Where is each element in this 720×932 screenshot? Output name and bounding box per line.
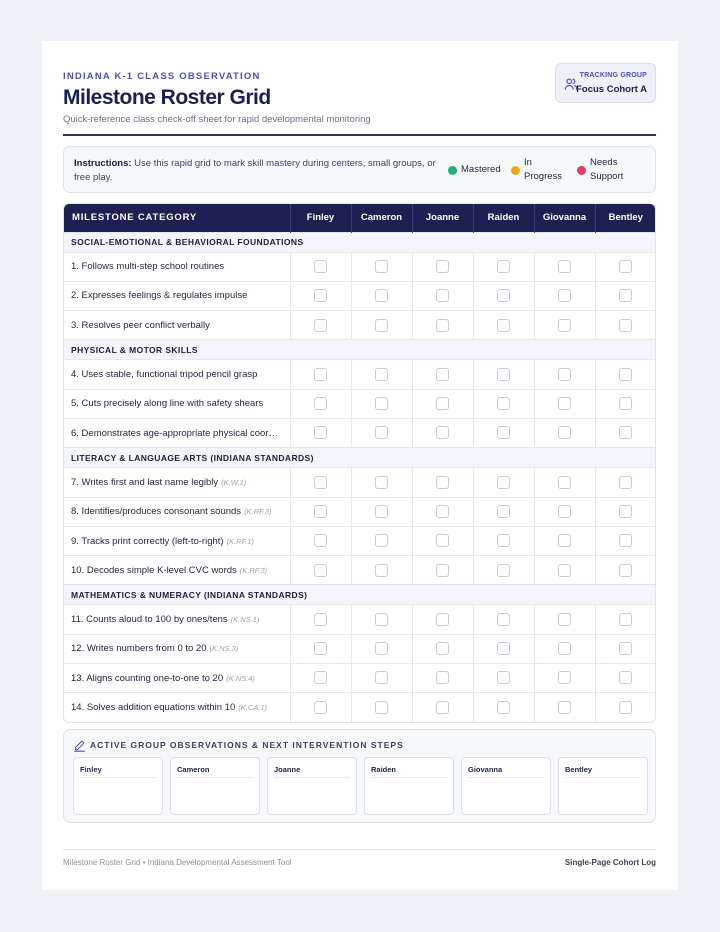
checkbox-cell bbox=[534, 605, 595, 634]
checkbox-cell bbox=[290, 418, 351, 447]
checkbox-cell bbox=[534, 526, 595, 555]
checkbox-cell bbox=[290, 252, 351, 281]
checkbox-cell bbox=[351, 556, 412, 585]
mastery-checkbox[interactable] bbox=[375, 476, 388, 489]
checkbox-cell bbox=[595, 664, 656, 693]
mastery-checkbox[interactable] bbox=[497, 319, 510, 332]
section-title: LITERACY & LANGUAGE ARTS (INDIANA STANDARDS) bbox=[64, 448, 656, 468]
mastery-checkbox[interactable] bbox=[436, 260, 449, 273]
mastery-checkbox[interactable] bbox=[375, 564, 388, 577]
mastery-checkbox[interactable] bbox=[558, 701, 571, 714]
checkbox-cell bbox=[351, 281, 412, 310]
checkbox-cell bbox=[473, 526, 534, 555]
checkbox-cell bbox=[595, 311, 656, 340]
observation-divider bbox=[274, 777, 350, 778]
checkbox-cell bbox=[595, 634, 656, 663]
observation-divider bbox=[80, 777, 156, 778]
mastery-checkbox[interactable] bbox=[314, 701, 327, 714]
instructions-body: Use this rapid grid to mark skill mastery during centers, small groups, or free play. bbox=[74, 158, 436, 183]
observation-box-bentley[interactable] bbox=[558, 757, 648, 815]
checkbox-cell bbox=[473, 693, 534, 722]
grid-header-row bbox=[64, 204, 656, 232]
checkbox-cell bbox=[351, 526, 412, 555]
legend-in-progress bbox=[511, 156, 571, 184]
mastery-checkbox[interactable] bbox=[558, 260, 571, 273]
section-title: MATHEMATICS & NUMERACY (INDIANA STANDARDS) bbox=[64, 585, 656, 605]
milestone-row bbox=[64, 526, 656, 555]
checkbox-cell bbox=[595, 497, 656, 526]
milestone-label-cell bbox=[64, 526, 290, 555]
checkbox-cell bbox=[473, 252, 534, 281]
legend-needs-support bbox=[577, 156, 643, 184]
mastery-checkbox[interactable] bbox=[558, 289, 571, 302]
milestone-row bbox=[64, 281, 656, 310]
mastery-checkbox[interactable] bbox=[558, 397, 571, 410]
observation-divider bbox=[468, 777, 544, 778]
checkbox-cell bbox=[412, 526, 473, 555]
mastery-checkbox[interactable] bbox=[314, 534, 327, 547]
milestone-label: 7. Writes first and last name legibly bbox=[71, 476, 219, 488]
checkbox-cell bbox=[473, 281, 534, 310]
mastery-checkbox[interactable] bbox=[436, 564, 449, 577]
instructions-text bbox=[74, 157, 439, 185]
checkbox-cell bbox=[534, 281, 595, 310]
column-header-student: Bentley bbox=[595, 204, 656, 232]
mastery-checkbox[interactable] bbox=[436, 534, 449, 547]
mastery-checkbox[interactable] bbox=[436, 289, 449, 302]
checkbox-cell bbox=[412, 634, 473, 663]
mastery-checkbox[interactable] bbox=[497, 534, 510, 547]
mastery-checkbox[interactable] bbox=[375, 534, 388, 547]
header-divider bbox=[63, 134, 656, 136]
checkbox-cell bbox=[412, 252, 473, 281]
milestone-row bbox=[64, 389, 656, 418]
mastery-checkbox[interactable] bbox=[619, 368, 632, 381]
mastery-checkbox[interactable] bbox=[558, 671, 571, 684]
section-row bbox=[64, 232, 656, 252]
mastery-checkbox[interactable] bbox=[314, 397, 327, 410]
milestone-row bbox=[64, 252, 656, 281]
milestone-grid bbox=[63, 203, 656, 723]
mastery-checkbox[interactable] bbox=[619, 505, 632, 518]
milestone-label: 3. Resolves peer conflict verbally bbox=[71, 319, 210, 331]
mastery-checkbox[interactable] bbox=[558, 613, 571, 626]
checkbox-cell bbox=[351, 693, 412, 722]
checkbox-cell bbox=[534, 556, 595, 585]
mastery-checkbox[interactable] bbox=[375, 426, 388, 439]
footer-divider bbox=[63, 849, 656, 850]
column-header-category: MILESTONE CATEGORY bbox=[64, 204, 290, 232]
milestone-row bbox=[64, 468, 656, 497]
checkbox-cell bbox=[351, 605, 412, 634]
checkbox-cell bbox=[595, 605, 656, 634]
milestone-row bbox=[64, 311, 656, 340]
observation-box-giovanna[interactable] bbox=[461, 757, 551, 815]
checkbox-cell bbox=[351, 360, 412, 389]
milestone-label: 11. Counts aloud to 100 by ones/tens bbox=[71, 614, 228, 626]
legend-label: Needs Support bbox=[590, 157, 624, 182]
checkbox-cell bbox=[412, 468, 473, 497]
milestone-label-cell bbox=[64, 252, 290, 281]
mastery-checkbox[interactable] bbox=[314, 505, 327, 518]
observation-student-name: Raiden bbox=[371, 765, 397, 774]
grid-body bbox=[64, 232, 656, 722]
mastery-checkbox[interactable] bbox=[436, 505, 449, 518]
legend-label: Mastered bbox=[461, 164, 501, 175]
observation-box-raiden[interactable] bbox=[364, 757, 454, 815]
column-header-student: Finley bbox=[290, 204, 351, 232]
mastery-checkbox[interactable] bbox=[436, 701, 449, 714]
mastery-checkbox[interactable] bbox=[558, 426, 571, 439]
milestone-label: 13. Aligns counting one-to-one to 20 bbox=[71, 672, 224, 684]
column-header-student: Joanne bbox=[412, 204, 473, 232]
instructions-panel bbox=[63, 146, 656, 193]
milestone-label-cell bbox=[64, 389, 290, 418]
checkbox-cell bbox=[473, 389, 534, 418]
mastery-checkbox[interactable] bbox=[436, 671, 449, 684]
pencil-icon bbox=[73, 739, 86, 752]
mastery-checkbox[interactable] bbox=[619, 289, 632, 302]
mastery-checkbox[interactable] bbox=[375, 368, 388, 381]
mastery-checkbox[interactable] bbox=[375, 397, 388, 410]
mastery-checkbox[interactable] bbox=[497, 613, 510, 626]
column-header-student: Raiden bbox=[473, 204, 534, 232]
mastery-checkbox[interactable] bbox=[314, 564, 327, 577]
milestone-row bbox=[64, 497, 656, 526]
mastery-checkbox[interactable] bbox=[375, 642, 388, 655]
checkbox-cell bbox=[412, 693, 473, 722]
observation-box-joanne[interactable] bbox=[267, 757, 357, 815]
section-row bbox=[64, 585, 656, 605]
mastery-checkbox[interactable] bbox=[619, 613, 632, 626]
mastery-checkbox[interactable] bbox=[314, 642, 327, 655]
checkbox-cell bbox=[412, 418, 473, 447]
milestone-row bbox=[64, 634, 656, 663]
mastery-checkbox[interactable] bbox=[558, 319, 571, 332]
mastery-checkbox[interactable] bbox=[375, 319, 388, 332]
checkbox-cell bbox=[595, 693, 656, 722]
mastery-checkbox[interactable] bbox=[375, 613, 388, 626]
mastery-checkbox[interactable] bbox=[375, 505, 388, 518]
checkbox-cell bbox=[534, 418, 595, 447]
milestone-label: 8. Identifies/produces consonant sounds bbox=[71, 506, 242, 518]
checkbox-cell bbox=[473, 634, 534, 663]
milestone-row bbox=[64, 664, 656, 693]
milestone-label: 10. Decodes simple K-level CVC words bbox=[71, 564, 237, 576]
milestone-row bbox=[64, 693, 656, 722]
checkbox-cell bbox=[473, 311, 534, 340]
milestone-row bbox=[64, 605, 656, 634]
milestone-label: 9. Tracks print correctly (left-to-right) bbox=[71, 535, 224, 547]
checkbox-cell bbox=[290, 526, 351, 555]
checkbox-cell bbox=[351, 311, 412, 340]
milestone-label-cell bbox=[64, 311, 290, 340]
observation-divider bbox=[177, 777, 253, 778]
checkbox-cell bbox=[534, 360, 595, 389]
milestone-label-cell bbox=[64, 693, 290, 722]
checkbox-cell bbox=[351, 252, 412, 281]
checkbox-cell bbox=[290, 605, 351, 634]
section-title: PHYSICAL & MOTOR SKILLS bbox=[64, 340, 656, 360]
mastery-checkbox[interactable] bbox=[436, 613, 449, 626]
milestone-row bbox=[64, 360, 656, 389]
mastery-checkbox[interactable] bbox=[497, 397, 510, 410]
observations-title: ACTIVE GROUP OBSERVATIONS & NEXT INTERVENTION STEPS bbox=[90, 740, 404, 750]
section-row bbox=[64, 448, 656, 468]
checkbox-cell bbox=[290, 634, 351, 663]
mastery-checkbox[interactable] bbox=[436, 642, 449, 655]
checkbox-cell bbox=[595, 389, 656, 418]
legend-dot-mastered bbox=[448, 166, 457, 175]
checkbox-cell bbox=[595, 252, 656, 281]
mastery-checkbox[interactable] bbox=[558, 476, 571, 489]
checkbox-cell bbox=[473, 556, 534, 585]
mastery-checkbox[interactable] bbox=[497, 368, 510, 381]
mastery-checkbox[interactable] bbox=[619, 476, 632, 489]
mastery-checkbox[interactable] bbox=[497, 642, 510, 655]
mastery-checkbox[interactable] bbox=[619, 426, 632, 439]
mastery-checkbox[interactable] bbox=[619, 564, 632, 577]
section-row bbox=[64, 340, 656, 360]
mastery-checkbox[interactable] bbox=[558, 564, 571, 577]
checkbox-cell bbox=[412, 311, 473, 340]
checkbox-cell bbox=[412, 556, 473, 585]
checkbox-cell bbox=[534, 252, 595, 281]
observation-box-cameron[interactable] bbox=[170, 757, 260, 815]
mastery-checkbox[interactable] bbox=[558, 642, 571, 655]
standard-code: (K.NS.4) bbox=[226, 673, 255, 683]
milestone-label-cell bbox=[64, 360, 290, 389]
observation-student-name: Giovanna bbox=[468, 765, 503, 774]
milestone-label: 4. Uses stable, functional tripod pencil grasp bbox=[71, 369, 258, 381]
tracking-group-value: Focus Cohort A bbox=[576, 84, 647, 95]
standard-code: (K.CA.1) bbox=[238, 703, 268, 713]
checkbox-cell bbox=[290, 281, 351, 310]
milestone-label-cell bbox=[64, 418, 290, 447]
mastery-checkbox[interactable] bbox=[558, 368, 571, 381]
mastery-checkbox[interactable] bbox=[436, 368, 449, 381]
mastery-checkbox[interactable] bbox=[314, 671, 327, 684]
checkbox-cell bbox=[473, 360, 534, 389]
mastery-checkbox[interactable] bbox=[497, 505, 510, 518]
checkbox-cell bbox=[351, 497, 412, 526]
standard-code: (K.RF.1) bbox=[226, 536, 254, 546]
legend-label: In Progress bbox=[524, 157, 563, 182]
mastery-checkbox[interactable] bbox=[314, 319, 327, 332]
mastery-checkbox[interactable] bbox=[497, 260, 510, 273]
observation-box-finley[interactable] bbox=[73, 757, 163, 815]
checkbox-cell bbox=[595, 556, 656, 585]
mastery-checkbox[interactable] bbox=[619, 260, 632, 273]
checkbox-cell bbox=[351, 418, 412, 447]
checkbox-cell bbox=[290, 360, 351, 389]
checkbox-cell bbox=[290, 389, 351, 418]
instructions-lead: Instructions: bbox=[74, 158, 132, 169]
legend-dot-in-progress bbox=[511, 166, 520, 175]
milestone-row bbox=[64, 556, 656, 585]
checkbox-cell bbox=[290, 468, 351, 497]
milestone-label: 14. Solves addition equations within 10 bbox=[71, 702, 236, 714]
milestone-label-cell bbox=[64, 468, 290, 497]
mastery-checkbox[interactable] bbox=[314, 426, 327, 439]
eyebrow-label: INDIANA K-1 CLASS OBSERVATION bbox=[63, 71, 261, 82]
mastery-checkbox[interactable] bbox=[436, 319, 449, 332]
checkbox-cell bbox=[351, 389, 412, 418]
mastery-checkbox[interactable] bbox=[436, 426, 449, 439]
mastery-checkbox[interactable] bbox=[497, 671, 510, 684]
checkbox-cell bbox=[534, 389, 595, 418]
checkbox-cell bbox=[595, 360, 656, 389]
mastery-checkbox[interactable] bbox=[497, 289, 510, 302]
milestone-label-cell bbox=[64, 556, 290, 585]
observation-divider bbox=[371, 777, 447, 778]
checkbox-cell bbox=[290, 311, 351, 340]
standard-code: (K.RF.3) bbox=[244, 507, 272, 517]
observation-student-name: Finley bbox=[80, 765, 102, 774]
mastery-checkbox[interactable] bbox=[375, 289, 388, 302]
mastery-checkbox[interactable] bbox=[314, 613, 327, 626]
mastery-checkbox[interactable] bbox=[436, 397, 449, 410]
milestone-row bbox=[64, 418, 656, 447]
checkbox-cell bbox=[534, 311, 595, 340]
mastery-checkbox[interactable] bbox=[375, 671, 388, 684]
legend-dot-needs-support bbox=[577, 166, 586, 175]
mastery-checkbox[interactable] bbox=[375, 701, 388, 714]
checkbox-cell bbox=[473, 418, 534, 447]
mastery-checkbox[interactable] bbox=[619, 671, 632, 684]
observation-student-name: Bentley bbox=[565, 765, 593, 774]
mastery-checkbox[interactable] bbox=[497, 701, 510, 714]
mastery-checkbox[interactable] bbox=[314, 289, 327, 302]
checkbox-cell bbox=[595, 281, 656, 310]
roster-sheet bbox=[42, 41, 678, 890]
checkbox-cell bbox=[595, 526, 656, 555]
milestone-label: 12. Writes numbers from 0 to 20 bbox=[71, 643, 207, 655]
milestone-label: 2. Expresses feelings & regulates impulse bbox=[71, 290, 248, 302]
milestone-label-cell bbox=[64, 664, 290, 693]
checkbox-cell bbox=[473, 468, 534, 497]
standard-code: (K.RF.3) bbox=[239, 565, 268, 575]
mastery-checkbox[interactable] bbox=[619, 642, 632, 655]
footer-left-text: Milestone Roster Grid • Indiana Developmental Assessment Tool bbox=[63, 858, 292, 867]
checkbox-cell bbox=[412, 497, 473, 526]
checkbox-cell bbox=[412, 360, 473, 389]
checkbox-cell bbox=[595, 418, 656, 447]
standard-code: (K.NS.3) bbox=[209, 644, 239, 654]
mastery-checkbox[interactable] bbox=[497, 564, 510, 577]
observation-student-name: Joanne bbox=[274, 765, 301, 774]
column-header-student: Giovanna bbox=[534, 204, 595, 232]
checkbox-cell bbox=[534, 468, 595, 497]
checkbox-cell bbox=[534, 634, 595, 663]
milestone-label-cell bbox=[64, 497, 290, 526]
mastery-checkbox[interactable] bbox=[619, 319, 632, 332]
checkbox-cell bbox=[412, 281, 473, 310]
checkbox-cell bbox=[351, 664, 412, 693]
checkbox-cell bbox=[473, 497, 534, 526]
checkbox-cell bbox=[473, 605, 534, 634]
milestone-label-cell bbox=[64, 281, 290, 310]
page-title: Milestone Roster Grid bbox=[63, 86, 271, 109]
mastery-checkbox[interactable] bbox=[497, 426, 510, 439]
checkbox-cell bbox=[595, 468, 656, 497]
checkbox-cell bbox=[412, 664, 473, 693]
mastery-checkbox[interactable] bbox=[558, 505, 571, 518]
mastery-checkbox[interactable] bbox=[558, 534, 571, 547]
checkbox-cell bbox=[534, 693, 595, 722]
checkbox-cell bbox=[290, 556, 351, 585]
observation-divider bbox=[565, 777, 641, 778]
checkbox-cell bbox=[412, 389, 473, 418]
milestone-table bbox=[64, 204, 656, 722]
standard-code: (K.NS.1) bbox=[230, 615, 260, 625]
legend-mastered bbox=[448, 163, 501, 177]
column-header-student: Cameron bbox=[351, 204, 412, 232]
milestone-label: 1. Follows multi-step school routines bbox=[71, 261, 225, 273]
checkbox-cell bbox=[290, 497, 351, 526]
milestone-label-cell bbox=[64, 634, 290, 663]
mastery-checkbox[interactable] bbox=[314, 368, 327, 381]
checkbox-cell bbox=[290, 693, 351, 722]
page-subtitle: Quick-reference class check-off sheet for rapid developmental monitoring bbox=[63, 114, 371, 125]
checkbox-cell bbox=[351, 634, 412, 663]
checkbox-cell bbox=[534, 664, 595, 693]
mastery-checkbox[interactable] bbox=[619, 397, 632, 410]
milestone-label-cell bbox=[64, 605, 290, 634]
mastery-checkbox[interactable] bbox=[619, 534, 632, 547]
mastery-checkbox[interactable] bbox=[314, 476, 327, 489]
checkbox-cell bbox=[534, 497, 595, 526]
section-title: SOCIAL-EMOTIONAL & BEHAVIORAL FOUNDATIONS bbox=[64, 232, 656, 252]
mastery-checkbox[interactable] bbox=[314, 260, 327, 273]
footer-right-text: Single-Page Cohort Log bbox=[564, 858, 656, 867]
observation-student-name: Cameron bbox=[177, 765, 210, 774]
tracking-group-label: TRACKING GROUP bbox=[579, 72, 647, 79]
mastery-checkbox[interactable] bbox=[375, 260, 388, 273]
standard-code: (K.W.1) bbox=[221, 477, 247, 487]
checkbox-cell bbox=[290, 664, 351, 693]
mastery-checkbox[interactable] bbox=[436, 476, 449, 489]
milestone-label: 5. Cuts precisely along line with safety shears bbox=[71, 398, 264, 410]
milestone-label: 6. Demonstrates age-appropriate physical coor… bbox=[71, 427, 278, 439]
checkbox-cell bbox=[351, 468, 412, 497]
observations-panel bbox=[63, 729, 656, 823]
checkbox-cell bbox=[473, 664, 534, 693]
mastery-checkbox[interactable] bbox=[619, 701, 632, 714]
tracking-group-badge bbox=[555, 63, 656, 103]
mastery-checkbox[interactable] bbox=[497, 476, 510, 489]
checkbox-cell bbox=[412, 605, 473, 634]
